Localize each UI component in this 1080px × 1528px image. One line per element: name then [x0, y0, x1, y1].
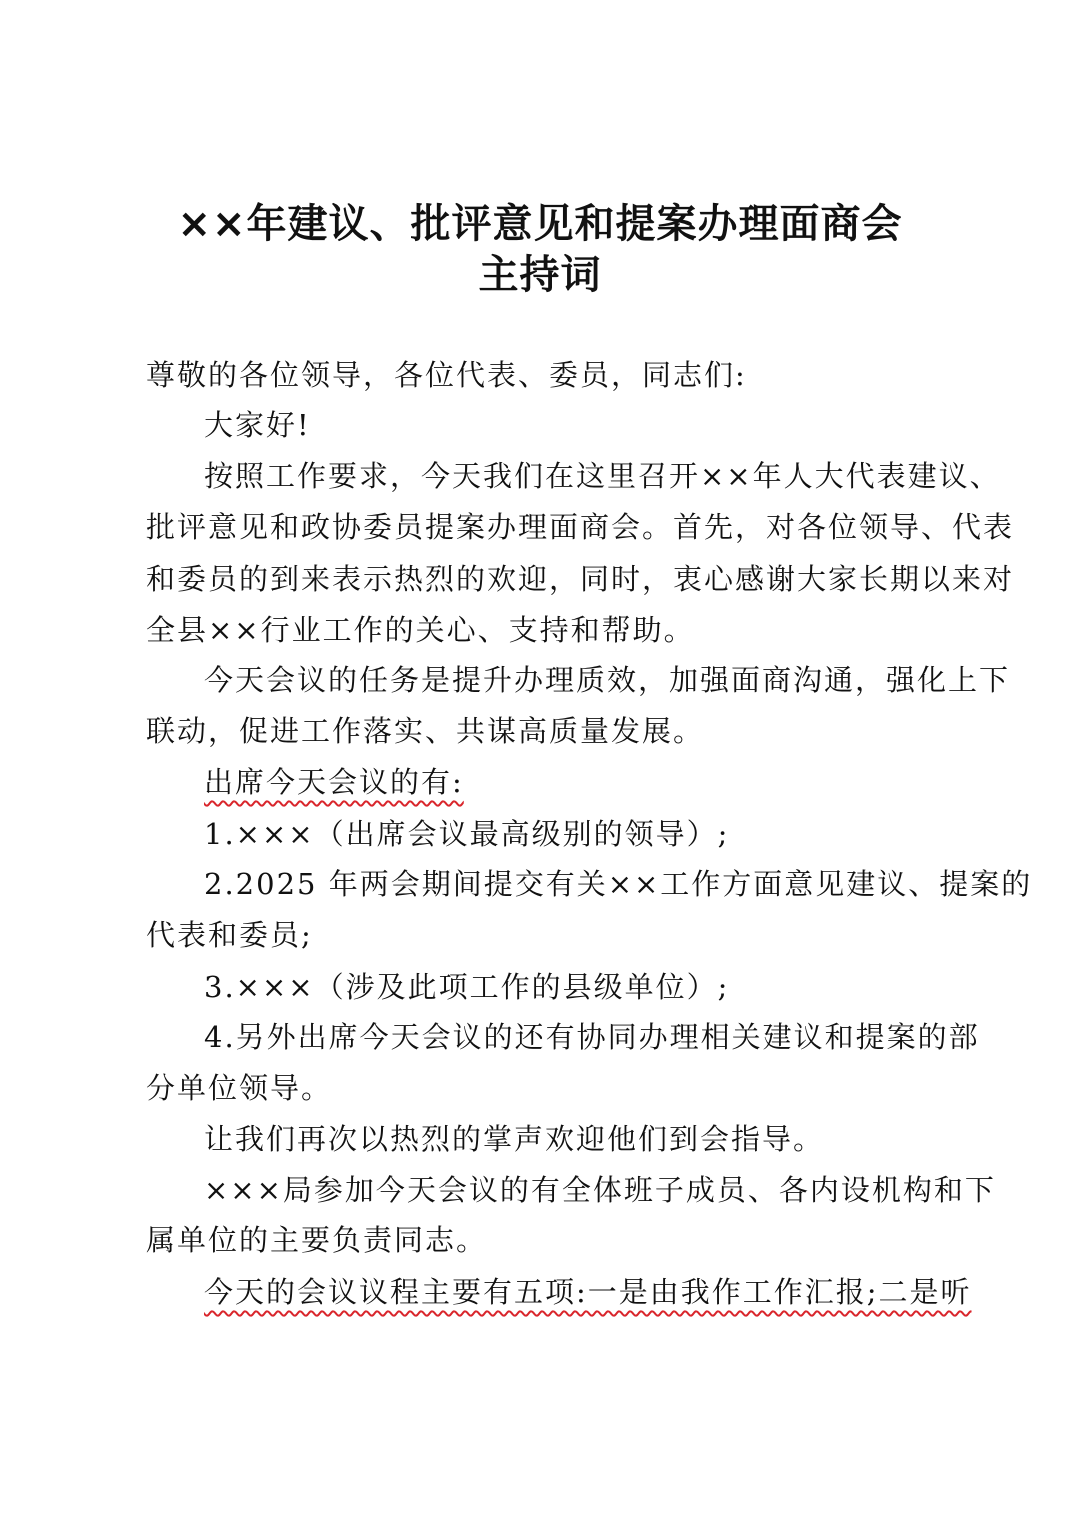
- agenda-line: [204, 1272, 972, 1312]
- paragraph-line: 按照工作要求，今天我们在这里召开××年人大代表建议、: [204, 459, 1001, 493]
- list-item-continuation: 分单位领导。: [146, 1071, 333, 1105]
- paragraph-line: 让我们再次以热烈的掌声欢迎他们到会指导。: [204, 1122, 825, 1156]
- list-item: 4.另外出席今天会议的还有协同办理相关建议和提案的部: [204, 1020, 980, 1054]
- paragraph-line: 全县××行业工作的关心、支持和帮助。: [146, 613, 695, 647]
- paragraph-line: 今天会议的任务是提升办理质效，加强面商沟通，强化上下: [204, 663, 1011, 697]
- salutation-line: 尊敬的各位领导，各位代表、委员，同志们:: [146, 358, 747, 392]
- paragraph-line: 联动，促进工作落实、共谋高质量发展。: [146, 714, 705, 748]
- list-item: 1.×××（出席会议最高级别的领导）;: [204, 817, 730, 851]
- paragraph-line: 批评意见和政协委员提案办理面商会。首先，对各位领导、代表: [146, 510, 1015, 544]
- paragraph-line: 和委员的到来表示热烈的欢迎，同时，衷心感谢大家长期以来对: [146, 562, 1015, 596]
- list-item: 3.×××（涉及此项工作的县级单位）;: [204, 970, 730, 1004]
- document-title-line-2: 主持词: [478, 252, 602, 298]
- paragraph-line: 属单位的主要负责同志。: [146, 1223, 488, 1257]
- agenda-line-text: 今天的会议议程主要有五项:一是由我作工作汇报;二是听: [204, 1275, 972, 1309]
- list-item: 2.2025 年两会期间提交有关××工作方面意见建议、提案的: [204, 867, 1033, 901]
- document-title-line-1: ××年建议、批评意见和提案办理面商会: [177, 201, 903, 247]
- paragraph-line: ×××局参加今天会议的有全体班子成员、各内设机构和下: [204, 1173, 996, 1207]
- list-item-continuation: 代表和委员;: [146, 918, 313, 952]
- greeting-line: 大家好!: [204, 408, 311, 442]
- attendees-heading-text: 出席今天会议的有:: [204, 765, 464, 799]
- attendees-heading: [204, 762, 464, 802]
